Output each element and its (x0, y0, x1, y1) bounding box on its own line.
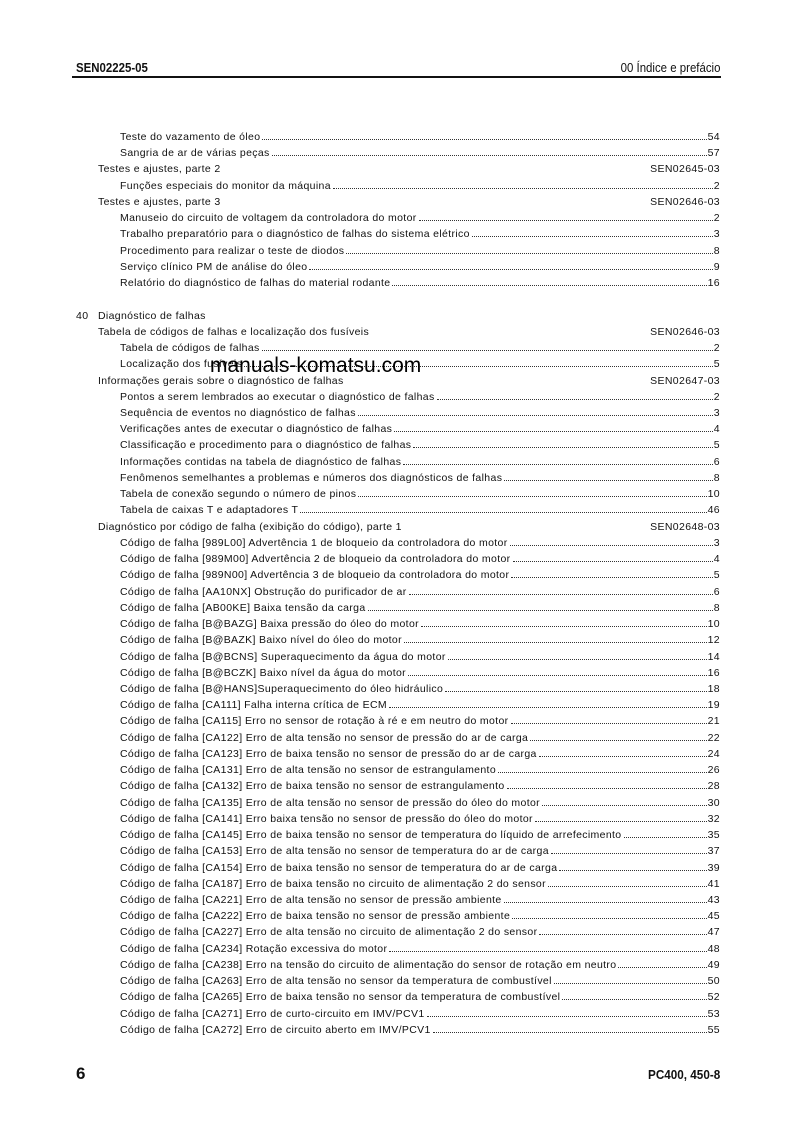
toc-entry[interactable] (0, 259, 794, 275)
toc-entry[interactable] (0, 827, 794, 843)
toc-entry[interactable] (0, 405, 794, 421)
dot-leader (624, 836, 707, 838)
dot-leader (358, 414, 713, 416)
entry-title: Tabela de conexão segundo o número de pinos (120, 488, 357, 501)
toc-entry[interactable] (0, 973, 794, 989)
toc-entry[interactable] (0, 1022, 794, 1038)
toc-entry[interactable] (0, 535, 794, 551)
entry-page: 2 (713, 179, 720, 192)
entry-title: Localização dos fusíveis (120, 358, 243, 371)
toc-entry[interactable] (0, 502, 794, 518)
dot-leader (413, 446, 712, 448)
dot-leader (419, 219, 713, 221)
entry-page: 6 (713, 585, 720, 598)
entry-title: Trabalho preparatório para o diagnóstico de falhas do sistema elétrico (120, 228, 470, 241)
entry-title: Código de falha [CA145] Erro de baixa tensão no sensor de temperatura do líquido de arrefecimento (120, 829, 622, 842)
toc-entry[interactable] (0, 551, 794, 567)
toc-entry[interactable] (0, 1006, 794, 1022)
entry-title: Código de falha [CA222] Erro de baixa tensão no sensor de pressão ambiente (120, 910, 511, 923)
toc-entry[interactable] (0, 178, 794, 194)
entry-page: 2 (713, 212, 720, 225)
header-rule (72, 76, 721, 78)
entry-title: Verificações antes de executar o diagnóstico de falhas (120, 423, 393, 436)
dot-leader (445, 690, 706, 692)
entry-page: 30 (707, 796, 720, 809)
toc-entry[interactable] (0, 389, 794, 405)
entry-page: 8 (713, 244, 720, 257)
toc-chapter[interactable] (0, 308, 794, 324)
section-doc-code: SEN02646-03 (650, 195, 720, 208)
entry-page: 26 (707, 764, 720, 777)
dot-leader (403, 463, 712, 465)
toc-entry[interactable] (0, 454, 794, 470)
toc-section[interactable] (0, 519, 794, 535)
entry-title: Classificação e procedimento para o diagnóstico de falhas (120, 439, 412, 452)
dot-leader (358, 495, 706, 497)
dot-leader (554, 982, 707, 984)
entry-page: 47 (707, 926, 720, 939)
entry-title: Serviço clínico PM de análise do óleo (120, 260, 308, 273)
entry-page: 5 (713, 569, 720, 582)
toc-entry[interactable] (0, 957, 794, 973)
toc-entry[interactable] (0, 908, 794, 924)
machine-model: PC400, 450-8 (647, 1067, 720, 1082)
toc-section[interactable] (0, 161, 794, 177)
entry-page: 43 (707, 894, 720, 907)
entry-page: 4 (713, 423, 720, 436)
entry-title: Manuseio do circuito de voltagem da controladora do motor (120, 212, 417, 225)
entry-page: 28 (707, 780, 720, 793)
entry-page: 41 (707, 877, 720, 890)
entry-page: 46 (707, 504, 720, 517)
entry-page: 24 (707, 747, 720, 760)
dot-leader (300, 511, 706, 513)
entry-title: Fenômenos semelhantes a problemas e números dos diagnósticos de falhas (120, 471, 503, 484)
dot-leader (472, 235, 713, 237)
entry-page: 19 (707, 699, 720, 712)
dot-leader (512, 917, 706, 919)
entry-title: Informações gerais sobre o diagnóstico de falhas (98, 374, 344, 387)
toc-entry[interactable] (0, 275, 794, 291)
entry-page: 10 (707, 618, 720, 631)
toc-entry[interactable] (0, 567, 794, 583)
dot-leader (433, 1031, 707, 1033)
dot-leader (548, 885, 707, 887)
entry-title: Testes e ajustes, parte 3 (98, 195, 221, 208)
toc-entry[interactable] (0, 486, 794, 502)
toc-entry[interactable] (0, 632, 794, 648)
entry-title: Informações contidas na tabela de diagnóstico de falhas (120, 455, 402, 468)
dot-leader (404, 641, 707, 643)
dot-leader (618, 966, 706, 968)
entry-page: 45 (707, 910, 720, 923)
toc-entry[interactable] (0, 421, 794, 437)
watermark: manuals-komatsu.com (210, 354, 422, 377)
entry-title: Código de falha [CA187] Erro de baixa tensão no circuito de alimentação 2 do sensor (120, 877, 546, 890)
section-title: 00 Índice e prefácio (620, 60, 720, 75)
toc-entry[interactable] (0, 129, 794, 145)
dot-leader (427, 1015, 707, 1017)
entry-title: Código de falha [AB00KE] Baixa tensão da carga (120, 601, 366, 614)
entry-title: Código de falha [989M00] Advertência 2 de bloqueio da controladora do motor (120, 553, 511, 566)
toc-section[interactable] (0, 324, 794, 340)
dot-leader (346, 252, 712, 254)
toc-entry[interactable] (0, 697, 794, 713)
entry-page: 4 (713, 553, 720, 566)
entry-page: 49 (707, 958, 720, 971)
toc-entry[interactable] (0, 713, 794, 729)
entry-page: 6 (713, 455, 720, 468)
dot-leader (542, 804, 707, 806)
toc-entry[interactable] (0, 243, 794, 259)
entry-title: Código de falha [CA132] Erro de baixa tensão no sensor de estrangulamento (120, 780, 505, 793)
dot-leader (408, 674, 707, 676)
toc-entry[interactable] (0, 470, 794, 486)
toc-entry[interactable] (0, 226, 794, 242)
entry-page: 16 (707, 666, 720, 679)
dot-leader (409, 593, 713, 595)
entry-page: 8 (713, 601, 720, 614)
chapter-number: 40 (76, 309, 89, 322)
entry-title: Código de falha [989N00] Advertência 3 de bloqueio da controladora do motor (120, 569, 510, 582)
dot-leader (498, 771, 707, 773)
entry-title: Diagnóstico de falhas (98, 309, 206, 322)
entry-title: Teste do vazamento de óleo (120, 131, 261, 143)
entry-title: Tabela de códigos de falhas e localização dos fusíveis (98, 325, 370, 338)
dot-leader (394, 430, 713, 432)
toc-entry[interactable] (0, 860, 794, 876)
dot-leader (262, 138, 706, 140)
document-code: SEN02225-05 (76, 60, 148, 75)
entry-title: Código de falha [CA141] Erro baixa tensão no sensor de pressão do óleo do motor (120, 812, 533, 825)
entry-title: Código de falha [CA271] Erro de curto-circuito em IMV/PCV1 (120, 1007, 425, 1020)
entry-title: Código de falha [CA123] Erro de baixa tensão no sensor de pressão do ar de carga (120, 747, 537, 760)
toc-entry[interactable] (0, 665, 794, 681)
dot-leader (551, 852, 707, 854)
entry-title: Pontos a serem lembrados ao executar o diagnóstico de falhas (120, 390, 435, 403)
entry-title: Código de falha [CA154] Erro de baixa tensão no sensor de temperatura do ar de carga (120, 861, 558, 874)
entry-title: Código de falha [CA221] Erro de alta tensão no sensor de pressão ambiente (120, 894, 502, 907)
entry-title: Código de falha [CA115] Erro no sensor de rotação à ré e em neutro do motor (120, 715, 509, 728)
toc-entry[interactable] (0, 616, 794, 632)
page-number: 6 (76, 1064, 86, 1083)
toc-entry[interactable] (0, 941, 794, 957)
entry-title: Código de falha [B@BCZK] Baixo nível da água do motor (120, 666, 407, 679)
dot-leader (539, 755, 707, 757)
dot-leader (539, 933, 706, 935)
dot-leader (559, 869, 706, 871)
entry-page: 2 (713, 390, 720, 403)
table-of-contents (0, 129, 794, 1038)
dot-leader (511, 576, 712, 578)
entry-title: Tabela de códigos de falhas (120, 342, 260, 355)
dot-leader (309, 268, 712, 270)
section-doc-code: SEN02645-03 (650, 163, 720, 176)
toc-entry[interactable] (0, 600, 794, 616)
entry-title: Código de falha [CA111] Falha interna crítica de ECM (120, 699, 388, 712)
toc-entry[interactable] (0, 649, 794, 665)
entry-title: Testes e ajustes, parte 2 (98, 163, 221, 176)
toc-entry[interactable] (0, 437, 794, 453)
toc-entry[interactable] (0, 730, 794, 746)
toc-entry[interactable] (0, 778, 794, 794)
toc-entry[interactable] (0, 210, 794, 226)
entry-title: Código de falha [B@HANS]Superaquecimento do óleo hidráulico (120, 682, 444, 695)
dot-leader (262, 349, 713, 351)
entry-title: Código de falha [CA131] Erro de alta tensão no sensor de estrangulamento (120, 764, 497, 777)
dot-leader (511, 722, 707, 724)
entry-title: Tabela de caixas T e adaptadores T (120, 504, 299, 517)
entry-page: 52 (707, 991, 720, 1004)
entry-page: 3 (713, 406, 720, 419)
dot-leader (530, 739, 706, 741)
dot-leader (421, 625, 707, 627)
entry-page: 32 (707, 812, 720, 825)
entry-page: 9 (713, 260, 720, 273)
entry-title: Sequência de eventos no diagnóstico de falhas (120, 406, 356, 419)
entry-page: 2 (713, 342, 720, 355)
entry-title: Código de falha [CA122] Erro de alta tensão no sensor de pressão do ar de carga (120, 731, 529, 744)
toc-section[interactable] (0, 194, 794, 210)
entry-page: 39 (707, 861, 720, 874)
entry-title: Código de falha [989L00] Advertência 1 de bloqueio da controladora do motor (120, 536, 508, 549)
toc-entry[interactable] (0, 876, 794, 892)
dot-leader (504, 901, 707, 903)
dot-leader (368, 609, 713, 611)
entry-title: Código de falha [CA263] Erro de alta tensão no sensor da temperatura de combustível (120, 975, 552, 988)
toc-entry[interactable] (0, 762, 794, 778)
dot-leader (389, 950, 706, 952)
entry-title: Código de falha [CA153] Erro de alta tensão no sensor de temperatura do ar de carga (120, 845, 549, 858)
dot-leader (513, 560, 713, 562)
entry-title: Código de falha [CA265] Erro de baixa tensão no sensor da temperatura de combustível (120, 991, 561, 1004)
entry-page: 5 (713, 358, 720, 371)
dot-leader (389, 706, 707, 708)
entry-page: 3 (713, 228, 720, 241)
entry-title: Código de falha [B@BCNS] Superaquecimento da água do motor (120, 650, 446, 663)
section-doc-code: SEN02647-03 (650, 374, 720, 387)
entry-page: 22 (707, 731, 720, 744)
entry-page: 14 (707, 650, 720, 663)
entry-page: 5 (713, 439, 720, 452)
toc-entry[interactable] (0, 811, 794, 827)
toc-entry[interactable] (0, 843, 794, 859)
entry-title: Diagnóstico por código de falha (exibição do código), parte 1 (98, 520, 402, 533)
entry-page: 35 (707, 829, 720, 842)
entry-title: Código de falha [CA238] Erro na tensão do circuito de alimentação do sensor de rotação em neutro (120, 958, 617, 971)
entry-page: 48 (707, 942, 720, 955)
entry-page: 8 (713, 471, 720, 484)
dot-leader (272, 154, 707, 156)
dot-leader (510, 544, 713, 546)
entry-title: Código de falha [AA10NX] Obstrução do purificador de ar (120, 585, 407, 598)
spacer (0, 291, 794, 307)
toc-entry[interactable] (0, 892, 794, 908)
entry-page: 54 (707, 131, 720, 143)
toc-entry[interactable] (0, 584, 794, 600)
entry-page: 55 (707, 1023, 720, 1036)
entry-page: 53 (707, 1007, 720, 1020)
dot-leader (562, 998, 706, 1000)
entry-title: Código de falha [CA135] Erro de alta tensão no sensor de pressão do óleo do motor (120, 796, 541, 809)
entry-title: Código de falha [CA272] Erro de circuito aberto em IMV/PCV1 (120, 1023, 431, 1036)
dot-leader (392, 284, 706, 286)
dot-leader (504, 479, 713, 481)
entry-page: 18 (707, 682, 720, 695)
entry-title: Código de falha [CA227] Erro de alta tensão no circuito de alimentação 2 do sensor (120, 926, 538, 939)
dot-leader (507, 787, 707, 789)
entry-page: 50 (707, 975, 720, 988)
entry-title: Procedimento para realizar o teste de diodos (120, 244, 345, 257)
section-doc-code: SEN02646-03 (650, 325, 720, 338)
entry-page: 10 (707, 488, 720, 501)
dot-leader (448, 658, 707, 660)
toc-entry[interactable] (0, 746, 794, 762)
entry-page: 57 (707, 147, 720, 160)
toc-entry[interactable] (0, 989, 794, 1005)
toc-entry[interactable] (0, 145, 794, 161)
toc-entry[interactable] (0, 681, 794, 697)
dot-leader (333, 187, 713, 189)
section-doc-code: SEN02648-03 (650, 520, 720, 533)
entry-title: Funções especiais do monitor da máquina (120, 179, 331, 192)
toc-entry[interactable] (0, 795, 794, 811)
toc-entry[interactable] (0, 924, 794, 940)
entry-title: Código de falha [CA234] Rotação excessiva do motor (120, 942, 388, 955)
entry-title: Código de falha [B@BAZG] Baixa pressão do óleo do motor (120, 618, 419, 631)
entry-title: Relatório do diagnóstico de falhas do material rodante (120, 277, 391, 290)
entry-page: 12 (707, 634, 720, 647)
entry-page: 37 (707, 845, 720, 858)
entry-page: 3 (713, 536, 720, 549)
dot-leader (535, 820, 707, 822)
entry-page: 21 (707, 715, 720, 728)
entry-page: 16 (707, 277, 720, 290)
entry-title: Código de falha [B@BAZK] Baixo nível do óleo do motor (120, 634, 402, 647)
dot-leader (437, 398, 713, 400)
entry-title: Sangria de ar de várias peças (120, 147, 270, 160)
